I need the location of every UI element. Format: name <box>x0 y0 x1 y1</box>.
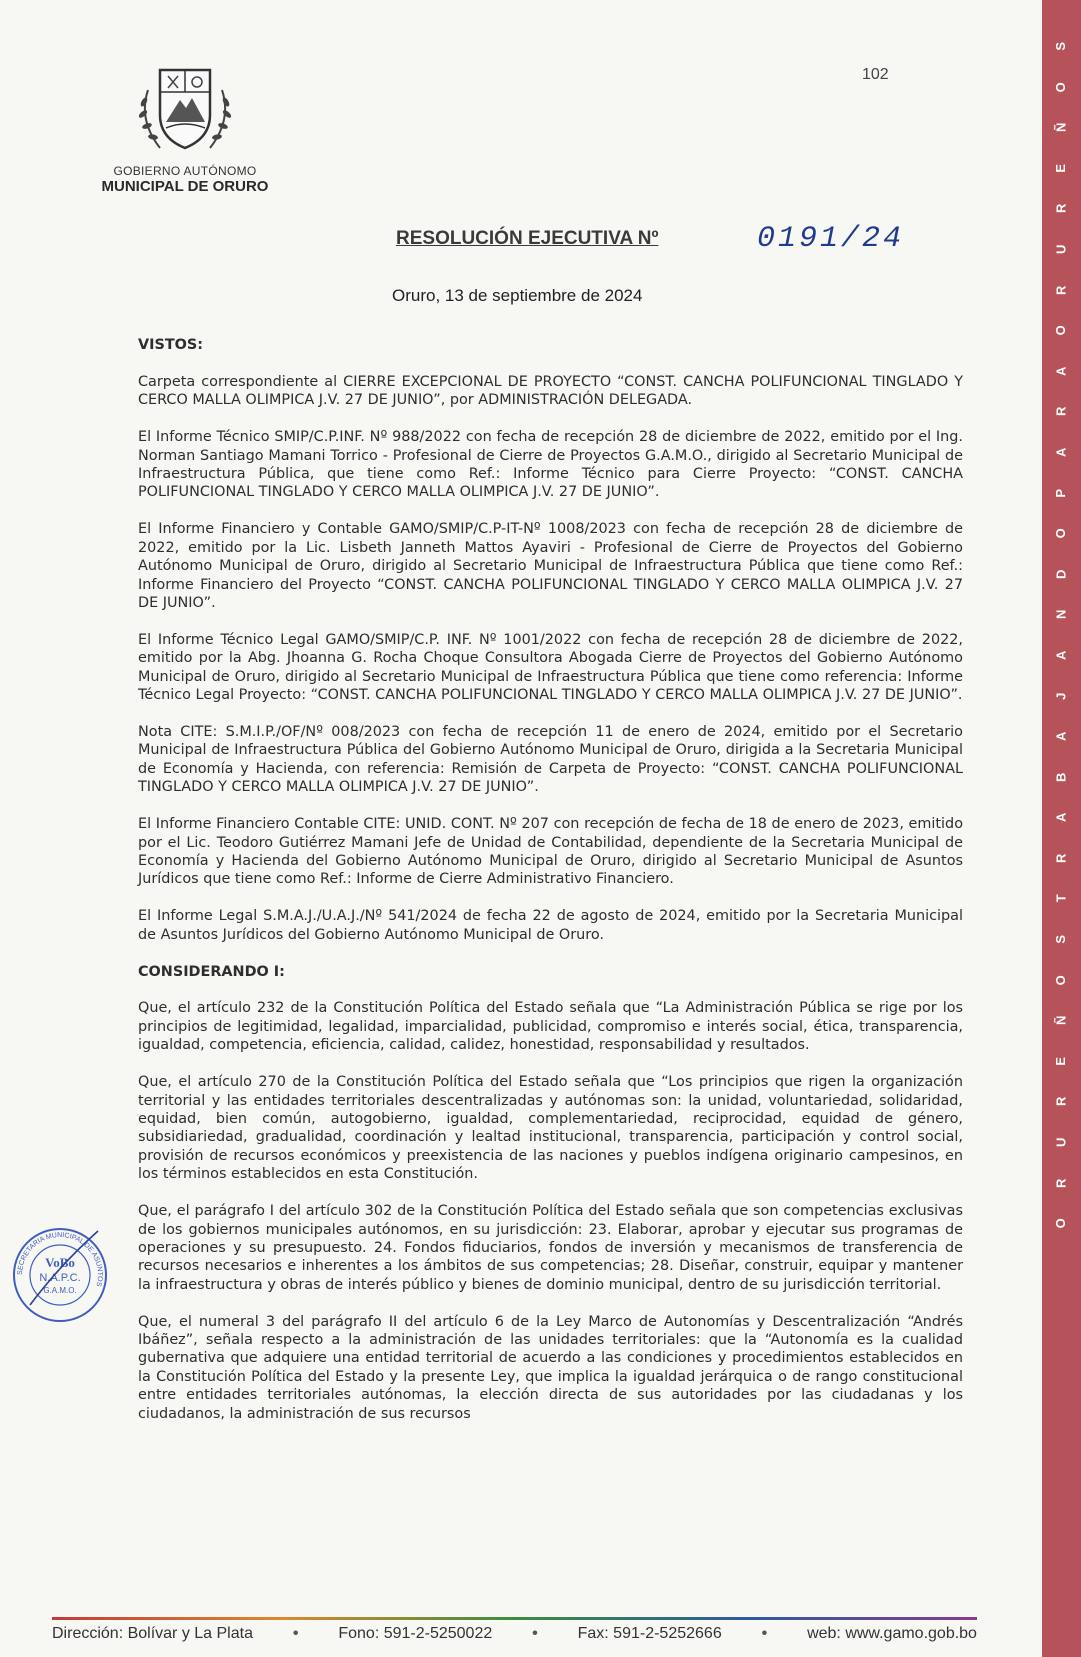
paragraph: El Informe Financiero Contable CITE: UNID. CONT. Nº 207 con recepción de fecha de 18 de enero de 2023, emitido por el Lic. Teodoro Gutiérrez Mamani Jefe de Unidad de Contabilidad, dependiente de la Secretaria Municipal de Economía y Hacienda del Gobierno Autónomo Municipal de Oruro, dirigido al Secretario Municipal de Asuntos Jurídicos que tiene como Ref.: Informe de Cierre Administrativo Financiero. <box>138 816 963 888</box>
sidebar-letter: U <box>1053 244 1069 254</box>
organization-logo <box>95 60 275 195</box>
sidebar-letter: E <box>1053 163 1069 173</box>
section-heading: VISTOS: <box>138 337 204 353</box>
footer-separator: • <box>761 1625 768 1642</box>
footer-phone: Fono: 591-2-5250022 <box>338 1625 493 1642</box>
section-considerando-i <box>138 963 963 1424</box>
sidebar-letter: O <box>1053 528 1069 539</box>
page-number: 102 <box>862 66 889 83</box>
approval-stamp <box>10 1225 110 1325</box>
paragraph: Que, el artículo 270 de la Constitución Política del Estado señala que “Los principios que rigen la organización territorial y las entidades territoriales descentralizadas y autónomas son: la unidad, voluntariedad, solidaridad, equidad, bien común, autogobierno, igualdad, complementariedad, reciprocidad, equidad de género, subsidiariedad, gradualidad, coordinación y lealtad institucional, transparencia, participación y control social, provisión de recursos económicos y preexistencia de las naciones y pueblos indígena originario campesinos, en los términos establecidos en esta Constitución. <box>138 1074 963 1183</box>
sidebar-letter: R <box>1053 853 1069 863</box>
document-body <box>138 336 963 1442</box>
stamp-ring-text: SECRETARIA MUNICIPAL DE ASUNTOS <box>16 1231 104 1288</box>
stamp-org: G.A.M.O. <box>43 1286 77 1295</box>
sidebar-letter: A <box>1053 731 1069 742</box>
stamp-initials: N.A.P.C. <box>39 1272 81 1284</box>
sidebar-letter: A <box>1053 650 1069 660</box>
footer-divider <box>52 1617 977 1620</box>
page-footer <box>52 1625 977 1643</box>
sidebar-letter: A <box>1053 812 1069 823</box>
sidebar-letter: U <box>1053 1137 1069 1148</box>
sidebar-letter: Ñ <box>1053 1015 1069 1026</box>
paragraph: Carpeta correspondiente al CIERRE EXCEPCIONAL DE PROYECTO “CONST. CANCHA POLIFUNCIONAL TINGLADO Y CERCO MALLA OLIMPICA J.V. 27 DE JUNIO”, por ADMINISTRACIÓN DELEGADA. <box>138 373 963 409</box>
coat-of-arms-icon <box>130 60 240 160</box>
sidebar-slogan-letters <box>1042 26 1081 1244</box>
sidebar-letter: E <box>1053 1056 1069 1066</box>
footer-fax: Fax: 591-2-5252666 <box>577 1625 722 1642</box>
paragraph: Que, el artículo 232 de la Constitución Política del Estado señala que “La Administración Pública se rige por los principios de legitimidad, legalidad, imparcialidad, publicidad, compromiso e interés social, ética, transparencia, igualdad, competencia, eficiencia, calidad, calidez, honestidad, responsabilidad y resultados. <box>138 1000 963 1054</box>
sidebar-letter: O <box>1053 325 1069 336</box>
sidebar-letter: B <box>1053 772 1069 782</box>
paragraph: El Informe Financiero y Contable GAMO/SMIP/C.P-IT-Nº 1008/2023 con fecha de recepción 28 de diciembre de 2022, emitido por la Lic. Lisbeth Janneth Mattos Ayaviri - Profesional de Cierre de Proyectos del Gobierno Autónomo Municipal de Oruro, dirigido al Secretario Municipal de Infraestructura Pública que tiene como Ref.: Informe Financiero del Proyecto “CONST. CANCHA POLIFUNCIONAL TINGLADO Y CERCO MALLA OLIMPICA J.V. 27 DE JUNIO”. <box>138 521 963 611</box>
sidebar-letter: J <box>1053 692 1069 700</box>
sidebar-letter: R <box>1053 406 1069 417</box>
sidebar-letter: O <box>1053 1218 1069 1229</box>
sidebar-letter: T <box>1053 894 1069 903</box>
paragraph: Nota CITE: S.M.I.P./OF/Nº 008/2023 con fecha de recepción 11 de enero de 2024, emitido por el Secretario Municipal de Infraestructura Pública del Gobierno Autónomo Municipal de Oruro, dirigida a la Secretaria Municipal de Economía y Hacienda, con referencia: Remisión de Carpeta de Proyecto: “CONST. CANCHA POLIFUNCIONAL TINGLADO Y CERCO MALLA OLIMPICA J.V. 27 DE JUNIO”. <box>138 724 963 796</box>
resolution-number: 0191/24 <box>757 222 905 256</box>
organization-name-line2: MUNICIPAL DE ORURO <box>101 178 269 195</box>
sidebar-letter: A <box>1053 447 1069 457</box>
sidebar-letter: P <box>1053 488 1069 498</box>
right-slogan-sidebar <box>1042 0 1081 1657</box>
sidebar-letter: O <box>1053 81 1069 92</box>
sidebar-letter: A <box>1053 366 1069 376</box>
section-heading: CONSIDERANDO I: <box>138 963 285 980</box>
sidebar-letter: N <box>1053 609 1069 620</box>
sidebar-letter: R <box>1053 203 1069 214</box>
sidebar-letter: R <box>1053 1097 1069 1107</box>
paragraph: El Informe Técnico Legal GAMO/SMIP/C.P. INF. Nº 1001/2022 con fecha de recepción 28 de diciembre de 2022, emitido por la Abg. Jhoanna G. Rocha Choque Consultora Abogada Cierre de Proyectos del Gobierno Autónomo Municipal de Oruro, dirigido al Secretario Municipal de Infraestructura Pública que tiene como referencia: Informe Técnico Legal Proyecto: “CONST. CANCHA POLIFUNCIONAL TINGLADO Y CERCO MALLA OLIMPICA J.V. 27 DE JUNIO”. <box>138 631 963 704</box>
footer-separator: • <box>532 1625 538 1642</box>
section-vistos <box>138 336 963 944</box>
paragraph: El Informe Legal S.M.A.J./U.A.J./Nº 541/2024 de fecha 22 de agosto de 2024, emitido por la Secretaria Municipal de Asuntos Jurídicos del Gobierno Autónomo Municipal de Oruro. <box>138 908 963 943</box>
footer-address: Dirección: Bolívar y La Plata <box>52 1625 253 1642</box>
sidebar-letter: R <box>1053 1178 1069 1188</box>
sidebar-letter: O <box>1053 974 1069 986</box>
footer-separator: • <box>292 1625 299 1642</box>
stamp-vobo: VoBo <box>45 1255 75 1270</box>
footer-web[interactable]: web: www.gamo.gob.bo <box>807 1625 977 1642</box>
sidebar-letter: R <box>1053 285 1069 295</box>
sidebar-letter: D <box>1053 569 1069 579</box>
organization-name-line1: GOBIERNO AUTÓNOMO <box>113 164 257 178</box>
document-title: RESOLUCIÓN EJECUTIVA Nº <box>396 228 659 249</box>
paragraph: Que, el numeral 3 del parágrafo II del artículo 6 de la Ley Marco de Autonomías y Descentralización “Andrés Ibáñez”, señala respecto a la administración de las unidades territoriales: que la “Autonomía es la cualidad gubernativa que adquiere una entidad territorial de acuerdo a las condiciones y procedimientos establecidos en la Constitución Política del Estado y la presente Ley, que implica la igualdad jerárquica o de rango constitucional entre entidades territoriales autónomas, la elección directa de sus autoridades por las ciudadanas y los ciudadanos, la administración de sus recursos <box>138 1313 963 1422</box>
paragraph: Que, el parágrafo I del artículo 302 de la Constitución Política del Estado señala que son competencias exclusivas de los gobiernos municipales autónomos, en su jurisdicción: 23. Elaborar, aprobar y ejecutar sus programas de operaciones y su presupuesto. 24. Fondos fiduciarios, fondos de inversión y mecanismos de transferencia de recursos necesarios e inherentes a los ámbitos de sus competencias; 28. Diseñar, construir, equipar y mantener la infraestructura y obras de interés público y bienes de dominio municipal, dentro de su jurisdicción territorial. <box>138 1203 963 1293</box>
paragraph: El Informe Técnico SMIP/C.P.INF. Nº 988/2022 con fecha de recepción 28 de diciembre de 2022, emitido por el Ing. Norman Santiago Mamani Torrico - Profesional de Cierre de Proyectos G.A.M.O., dirigido al Secretario Municipal de Infraestructura Pública, que tiene como Ref.: Informe Técnico para Cierre Proyecto: “CONST. CANCHA POLIFUNCIONAL TINGLADO Y CERCO MALLA OLIMPICA J.V. 27 DE JUNIO”. <box>138 429 963 501</box>
document-date: Oruro, 13 de septiembre de 2024 <box>392 286 643 305</box>
sidebar-letter: S <box>1053 935 1069 944</box>
sidebar-letter: Ñ <box>1053 122 1069 133</box>
sidebar-letter: S <box>1053 41 1069 51</box>
